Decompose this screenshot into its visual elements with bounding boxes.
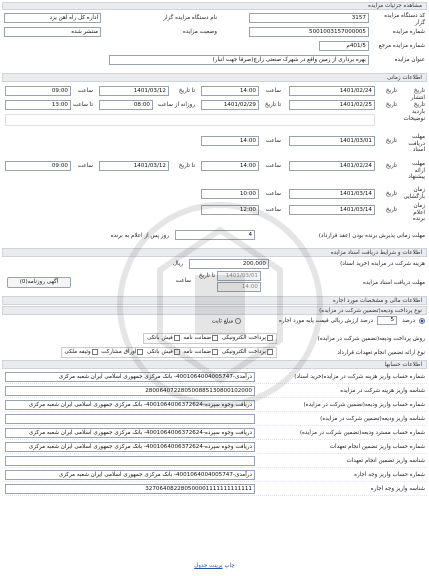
org-field: اداره کل راه اهن یزد — [4, 13, 101, 23]
offer-date-word: تاریخ — [385, 163, 397, 169]
percent-radio[interactable] — [419, 318, 425, 324]
offer-to-time-word: ساعت — [77, 163, 93, 169]
electronic-pay-checkbox[interactable] — [267, 335, 273, 341]
percent-option[interactable] — [419, 318, 425, 325]
offer-time-field[interactable]: 14:00 — [201, 161, 259, 171]
fee-field: 200,000 — [189, 259, 269, 269]
accounts-grid — [2, 370, 427, 506]
ref-no-field: 401/5م — [319, 41, 369, 51]
doc-time-field[interactable]: 14:00 — [201, 136, 259, 146]
title-label: عنوان مزایده — [394, 57, 425, 63]
account-value: 280064072280500885130800102000 — [5, 386, 255, 396]
description-label: توضیحات — [403, 116, 425, 122]
guarantee-grid — [2, 316, 427, 346]
doc-receive-label: مهلت دریافت اسناد مزایده — [362, 280, 425, 286]
announce-label: زمان اعلام برنده — [412, 203, 425, 222]
fixed-radio[interactable] — [235, 318, 241, 324]
account-row — [2, 370, 427, 384]
account-label: شماره حساب واریز هزینه شرکت در مزایده(خرید اسناد) — [294, 374, 425, 380]
offer-from-field[interactable]: 1401/02/24 — [289, 161, 375, 171]
visit-to-field[interactable]: 1401/02/29 — [201, 100, 259, 110]
publish-to-label: تا تاریخ — [178, 88, 195, 94]
visit-daily-to-label: تا ساعت — [72, 102, 93, 108]
account-value: درآمدی-4001064004005747- بانک مرکزی جمهوری اسلامی ایران شعبه مرکزی — [5, 372, 255, 382]
print-label: چاپ — [224, 563, 235, 569]
account-value — [5, 414, 255, 424]
doc-receive-time-label: ساعت — [175, 278, 191, 284]
announce-date-field[interactable]: 1401/03/14 — [289, 205, 375, 215]
visit-from-field[interactable]: 1401/02/25 — [289, 100, 375, 110]
account-value: دریافت وجوه سپرده-4001064006372624- بانک مرکزی جمهوری اسلامی ایران شعبه مرکزی — [5, 400, 255, 410]
fee-label: هزینه شرکت در مزایده (خرید اسناد) — [340, 261, 425, 267]
opening-date-field[interactable]: 1401/03/14 — [289, 189, 375, 199]
account-value: درآمدی-4001064004005747- بانک مرکزی جمهوری اسلامی ایران شعبه مرکزی — [5, 470, 255, 480]
financial-section-header: اطلاعات مالی و مشخصات مورد اجاره — [2, 296, 427, 305]
contract-bonds-checkbox[interactable] — [137, 349, 143, 355]
offer-to-time-field[interactable]: 09:00 — [5, 161, 71, 171]
bank-receipt-checkbox[interactable] — [174, 335, 180, 341]
account-row — [2, 412, 427, 426]
auction-no-field: 5001003157000005 — [249, 27, 369, 37]
account-label: شناسه واریز ودیعه(تضمین شرکت در مزایده) — [320, 416, 425, 422]
offer-deadline-label: مهلت ارائه پیشنهاد — [408, 161, 425, 180]
doc-deadline-label: مهلت دریافت اسناد — [408, 134, 425, 153]
electronic-pay-label: پرداخت الکترونیکی — [221, 335, 266, 341]
contract-guarantee-label: نوع ارائه تضمین انجام تعهدات قرارداد — [337, 350, 425, 356]
opening-time-word: ساعت — [265, 191, 281, 197]
account-label: شناسه واریز هزینه شرکت در مزایده — [340, 388, 425, 394]
account-row — [2, 454, 427, 468]
publish-to-field[interactable]: 1401/03/12 — [99, 86, 169, 96]
header-fields — [2, 11, 427, 73]
contract-bank-guarantee-label: ضمانت نامه — [183, 349, 212, 355]
account-row — [2, 468, 427, 482]
contract-property-label: وثیقه ملکی — [64, 349, 91, 355]
accounts-section-header: اطلاعات حسابها — [2, 360, 427, 369]
auction-no-label: شماره مزایده — [392, 29, 425, 35]
visit-daily-to-field[interactable]: 13:00 — [5, 100, 71, 110]
doc-receive-time-field: 14:00 — [217, 282, 261, 292]
contract-electronic-label: پرداخت الکترونیکی — [221, 349, 266, 355]
account-row — [2, 440, 427, 454]
auction-details-page — [2, 2, 427, 506]
account-row — [2, 384, 427, 398]
code-label: کد دستگاه مزایده گزار — [384, 13, 425, 26]
timing-section-header: اطلاعات زمانی — [2, 73, 427, 82]
contract-days-field[interactable]: 4 — [175, 230, 255, 240]
bank-guarantee-checkbox[interactable] — [212, 335, 218, 341]
contract-guarantee-grid — [2, 346, 427, 360]
visit-daily-label: روزانه از ساعت — [157, 102, 195, 108]
status-field: منتشر شده — [4, 27, 101, 37]
visit-daily-from-field[interactable]: 08:00 — [99, 100, 153, 110]
publish-to-time-field[interactable]: 09:00 — [5, 86, 71, 96]
account-value — [5, 456, 255, 466]
account-value: 327064082280500001111111111111 — [5, 484, 255, 494]
fixed-label: مبلغ ثابت — [211, 318, 234, 325]
opening-time-field[interactable]: 10:00 — [201, 189, 259, 199]
doc-receive-to-field: 1401/03/01 — [217, 271, 261, 281]
account-label: شماره حساب واریز وجه اجاره — [354, 472, 425, 478]
contract-receipt-label: فیش بانکی — [147, 349, 173, 355]
contract-bank-guarantee-checkbox[interactable] — [212, 349, 218, 355]
contract-property-checkbox[interactable] — [92, 349, 98, 355]
publish-from-field[interactable]: 1401/02/24 — [289, 86, 375, 96]
percent-prefix: درصد — [402, 318, 415, 324]
code-field: 3157 — [249, 13, 369, 23]
account-label: شماره حساب واریز تضمین انجام تعهدات — [329, 444, 425, 450]
fee-unit: ریال — [172, 261, 183, 267]
footer — [0, 563, 429, 569]
ref-no-label: شماره مزایده مرجع — [378, 43, 425, 49]
doc-receive-to-label: تا تاریخ — [198, 273, 215, 279]
print-table-link[interactable]: پرینت جدول — [194, 563, 223, 569]
publish-time-word: ساعت — [265, 88, 281, 94]
offer-to-label: تا تاریخ — [178, 163, 195, 169]
org-label: نام دستگاه مزایده گزار — [163, 15, 217, 21]
offer-to-field[interactable]: 1401/03/12 — [99, 161, 169, 171]
percent-label: درصد ارزش ریالی قیمت پایه مورد اجاره — [279, 318, 373, 324]
fixed-option[interactable] — [212, 318, 241, 325]
bank-guarantee-label: ضمانت نامه — [183, 335, 212, 341]
timing-grid — [2, 83, 427, 281]
visit-date-word: تاریخ — [385, 102, 397, 108]
account-label: شناسه واریز تضمین انجام تعهدات — [346, 458, 425, 464]
visit-to-label: تا تاریخ — [264, 102, 281, 108]
opening-date-word: تاریخ — [385, 191, 397, 197]
publish-label: تاریخ انتشار — [410, 88, 425, 101]
account-value: دریافت وجوه سپرده-4001064006372624- بانک مرکزی جمهوری اسلامی ایران شعبه مرکزی — [5, 442, 255, 452]
contract-deadline-label: مهلت زمانی پذیرش برنده بودن (عقد قرارداد) — [318, 233, 425, 239]
publish-date-word: تاریخ — [385, 88, 397, 94]
account-label: شماره حساب مسترد ودیعه(تضمین شرکت در مزایده) — [299, 430, 425, 436]
publish-to-time-word: ساعت — [77, 88, 93, 94]
guarantee-section-header: نوع پرداخت ودیعه(تضمین شرکت در مزایده) — [2, 306, 427, 315]
newspaper-button[interactable]: آگهی روزنامه(0) — [7, 277, 71, 288]
contract-electronic-checkbox[interactable] — [267, 349, 273, 355]
percent-field[interactable]: 5 — [377, 316, 397, 325]
contract-bonds-label: اوراق مشارکت — [101, 349, 137, 355]
account-row — [2, 482, 427, 496]
conditions-section-header: اطلاعات و شرایط دریافت اسناد مزایده — [2, 248, 427, 257]
guarantee-methods — [143, 333, 277, 344]
doc-date-word: تاریخ — [385, 138, 397, 144]
page-title: مشاهده جزئیات مزایده — [2, 2, 427, 10]
account-label: شماره حساب واریز ودیعه(تضمین شرکت در مزایده) — [303, 402, 425, 408]
publish-time-field[interactable]: 14:00 — [201, 86, 259, 96]
status-label: وضعیت مزایده — [182, 29, 217, 35]
contract-days-suffix: روز پس از اعلام به برنده — [110, 233, 169, 239]
guarantee-method-label: روش پرداخت ودیعه(تضمین شرکت در مزایده) — [317, 336, 425, 342]
announce-date-word: تاریخ — [385, 207, 397, 213]
bank-receipt-label: فیش بانکی — [147, 335, 173, 341]
account-row — [2, 426, 427, 440]
announce-time-field[interactable]: 12:00 — [201, 205, 259, 215]
doc-time-word: ساعت — [265, 138, 281, 144]
opening-label: زمان بازگشایی — [403, 187, 425, 200]
announce-time-word: ساعت — [265, 207, 281, 213]
offer-time-word: ساعت — [265, 163, 281, 169]
contract-receipt-checkbox[interactable] — [174, 349, 180, 355]
doc-date-field[interactable]: 1401/03/01 — [289, 136, 375, 146]
conditions-grid — [2, 258, 427, 296]
account-label: شناسه واریز وجه اجاره — [370, 486, 425, 492]
description-field — [5, 114, 375, 126]
account-value: دریافت وجوه سپرده-4001064006372624- بانک مرکزی جمهوری اسلامی ایران شعبه مرکزی — [5, 428, 255, 438]
account-row — [2, 398, 427, 412]
visit-label: تاریخ بازدید — [412, 102, 425, 115]
title-field: بهره برداری از زمین واقع در شهرک صنعتی زارچ(صرفا جهت انبار) — [109, 55, 369, 65]
contract-methods — [61, 347, 277, 358]
